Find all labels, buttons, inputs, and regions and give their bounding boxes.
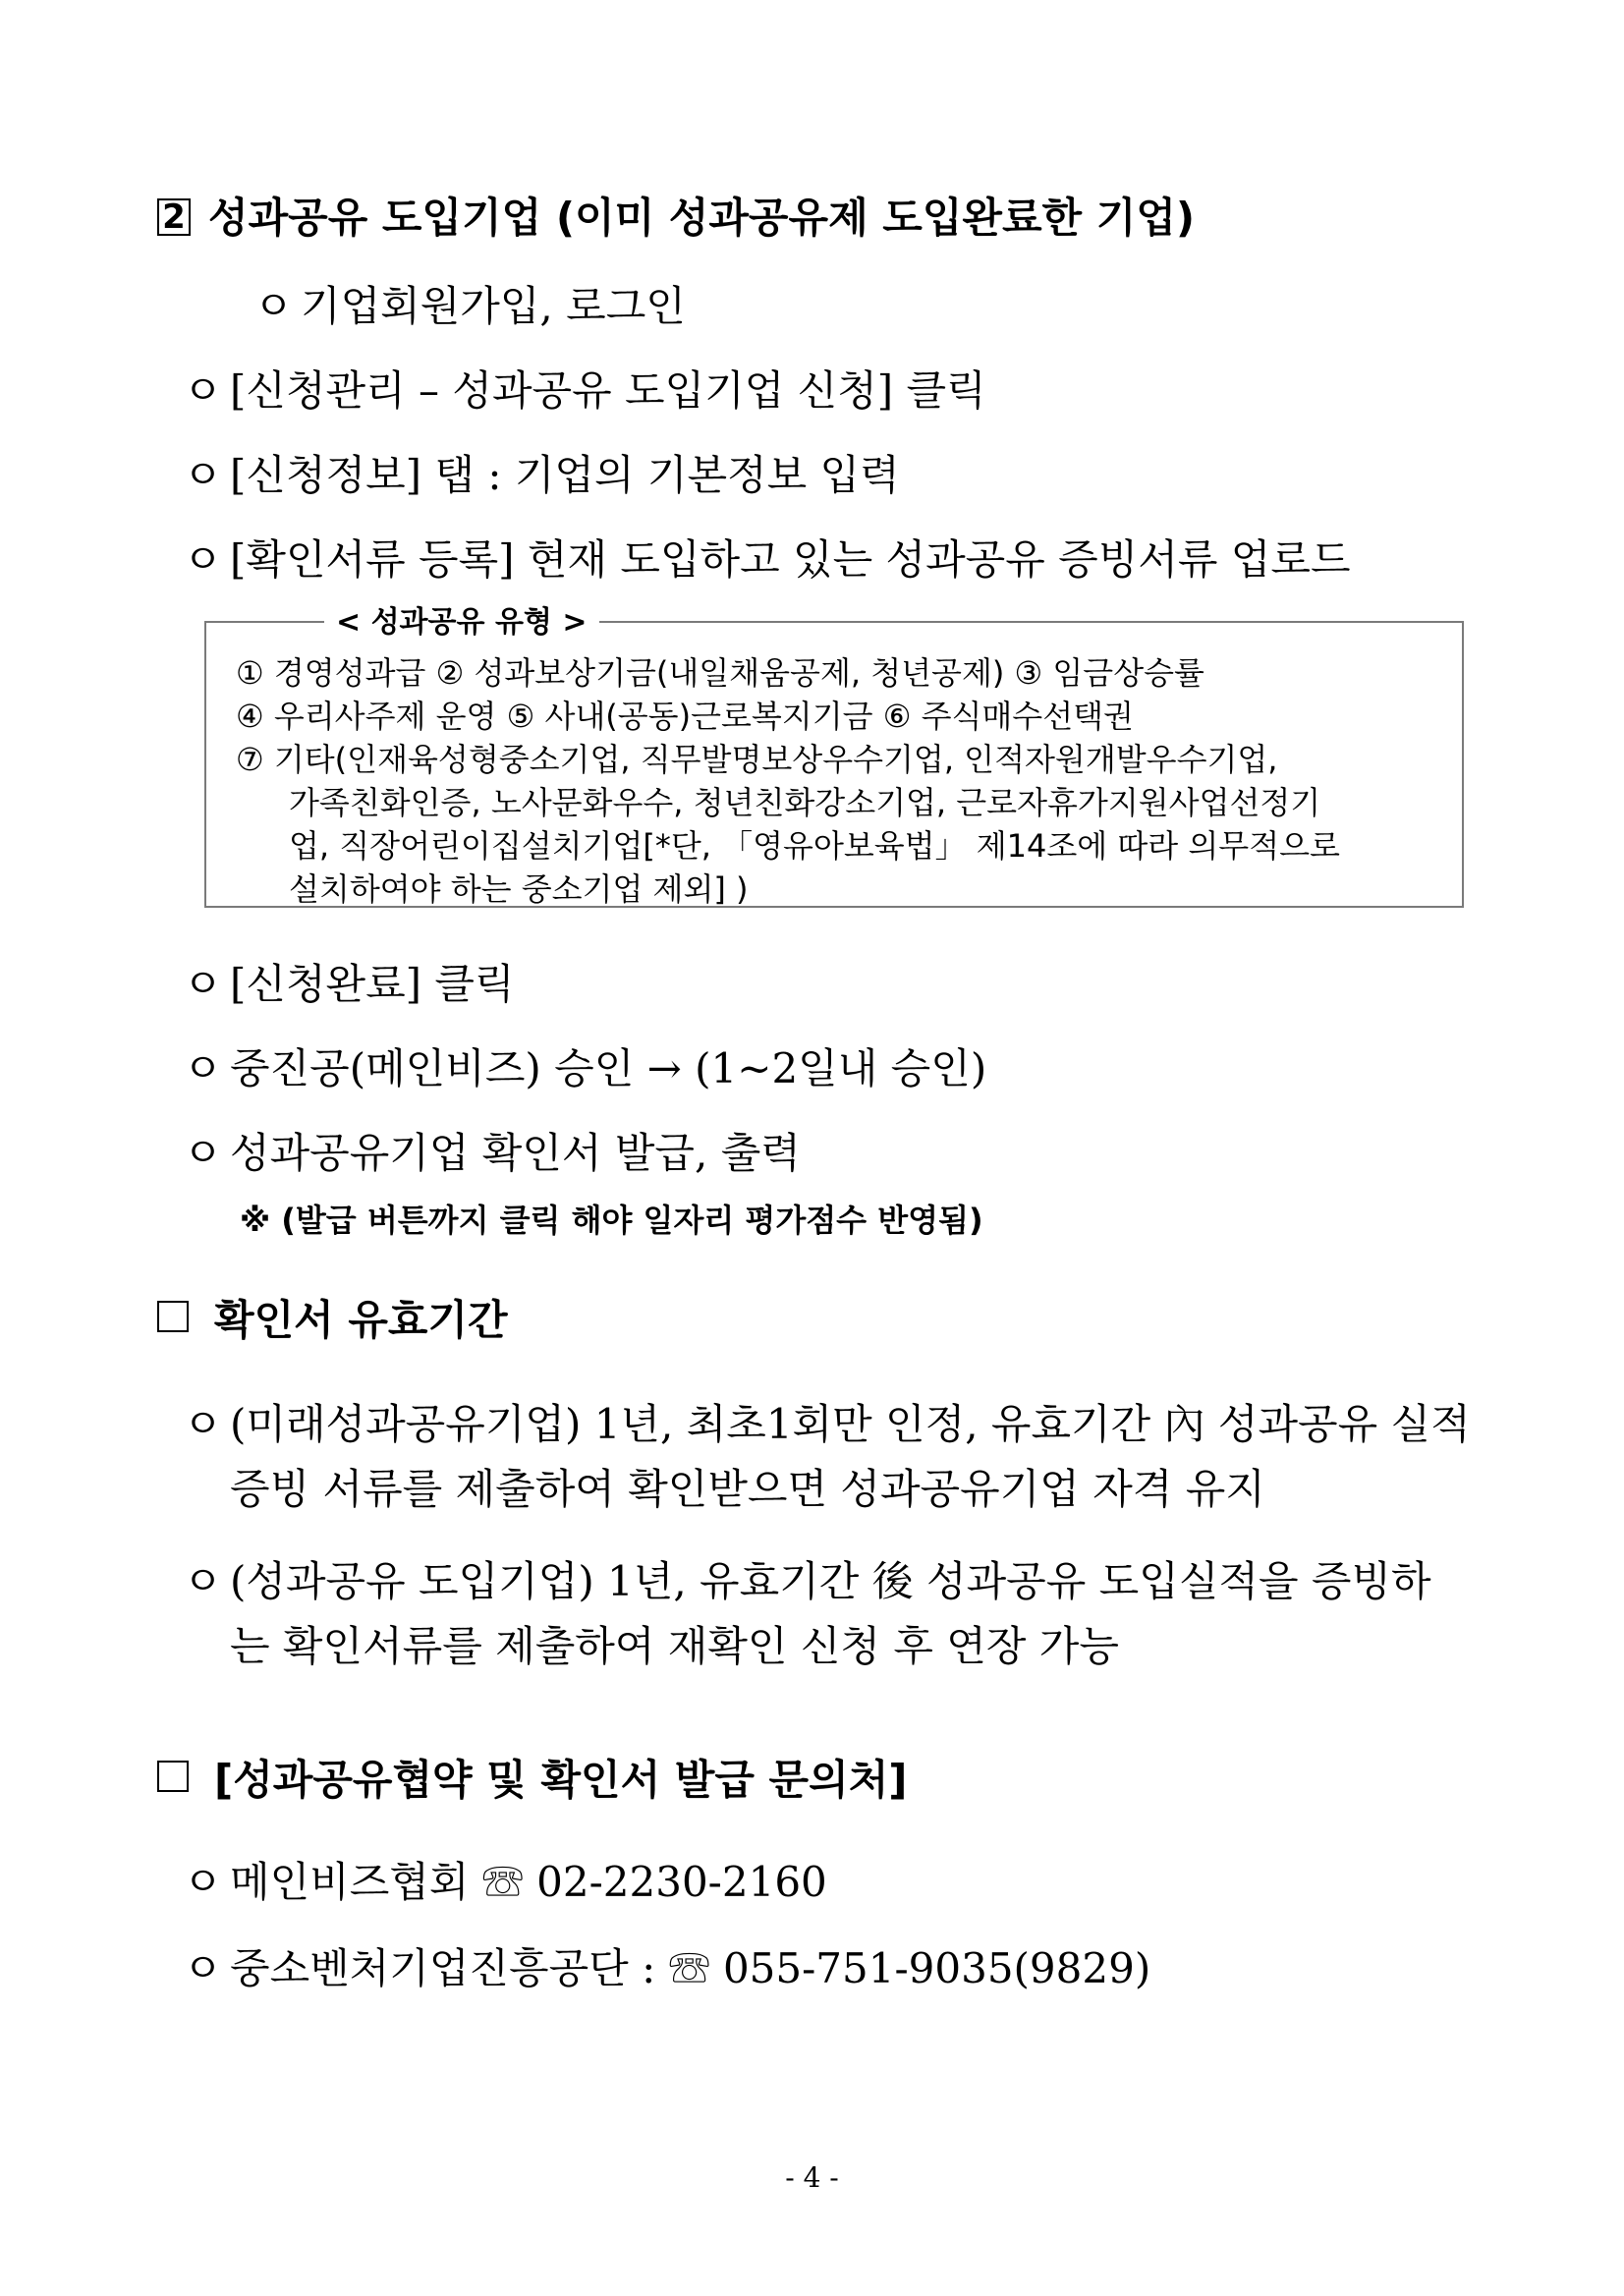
contact-phone: 055-751-9035(9829): [709, 1944, 1151, 1992]
list-item: ㅇ [확인서류 등록] 현재 도입하고 있는 성과공유 증빙서류 업로드: [183, 535, 1351, 584]
list-item: ㅇ 기업회원가입, 로그인: [253, 282, 686, 330]
bullet-icon: ㅇ: [183, 366, 223, 415]
contact-item: [183, 1943, 1150, 1994]
bullet-icon: ㅇ: [183, 535, 223, 584]
bullet-icon: ㅇ: [183, 451, 223, 499]
contact-title: [성과공유협약 및 확인서 발급 문의처]: [214, 1756, 908, 1804]
bullet-icon: ㅇ: [183, 1044, 223, 1092]
types-line: 가족친화인증, 노사문화우수, 청년친화강소기업, 근로자휴가지원사업선정기: [289, 784, 1321, 821]
list-item: ㅇ (성과공유 도입기업) 1년, 유효기간 後 성과공유 도입실적을 증빙하: [183, 1557, 1431, 1605]
list-item-continuation: 증빙 서류를 제출하여 확인받으면 성과공유기업 자격 유지: [230, 1465, 1265, 1513]
types-line: ⑦ 기타(인재육성형중소기업, 직무발명보상우수기업, 인적자원개발우수기업,: [236, 741, 1278, 778]
phone-icon: ☏: [481, 1858, 524, 1906]
bullet-icon: ㅇ: [183, 1944, 223, 1992]
square-bullet-icon: [157, 1301, 189, 1332]
bullet-icon: ㅇ: [183, 1858, 223, 1906]
section2-title: 성과공유 도입기업 (이미 성과공유제 도입완료한 기업): [208, 194, 1196, 242]
types-box-title: < 성과공유 유형 >: [324, 605, 599, 641]
list-item: ㅇ [신청관리 – 성과공유 도입기업 신청] 클릭: [183, 366, 986, 415]
contact-heading: [157, 1755, 907, 1806]
bullet-icon: ㅇ: [253, 282, 294, 330]
contact-label: 중소벤처기업진흥공단 :: [230, 1944, 669, 1992]
list-item: ㅇ 성과공유기업 확인서 발급, 출력: [183, 1129, 801, 1177]
bullet-icon: ㅇ: [183, 960, 223, 1008]
square-bullet-icon: [157, 1761, 189, 1792]
bullet-icon: ㅇ: [183, 1129, 223, 1177]
list-item-continuation: 는 확인서류를 제출하여 재확인 신청 후 연장 가능: [230, 1622, 1119, 1670]
types-line: ④ 우리사주제 운영 ⑤ 사내(공동)근로복지기금 ⑥ 주식매수선택권: [236, 698, 1134, 735]
types-line: ① 경영성과급 ② 성과보상기금(내일채움공제, 청년공제) ③ 임금상승률: [236, 654, 1204, 692]
bullet-icon: ㅇ: [183, 1557, 223, 1605]
list-item: ㅇ [신청완료] 클릭: [183, 960, 515, 1008]
types-line: 설치하여야 하는 중소기업 제외] ): [289, 870, 749, 908]
types-line: 업, 직장어린이집설치기업[*단, 「영유아보육법」 제14조에 따라 의무적으로: [289, 827, 1340, 865]
validity-title: 확인서 유효기간: [214, 1296, 508, 1344]
section-number-box: 2: [157, 198, 191, 236]
section2-heading: [157, 193, 1195, 244]
list-item: ㅇ [신청정보] 탭 : 기업의 기본정보 입력: [183, 451, 900, 499]
list-item: ㅇ 중진공(메인비즈) 승인 → (1~2일내 승인): [183, 1044, 987, 1092]
contact-phone: 02-2230-2160: [523, 1858, 827, 1906]
bullet-icon: ㅇ: [183, 1400, 223, 1448]
page-number: - 4 -: [785, 2161, 839, 2194]
phone-icon: ☏: [668, 1944, 710, 1992]
contact-item: [183, 1857, 827, 1908]
validity-heading: [157, 1295, 508, 1346]
contact-label: 메인비즈협회: [230, 1858, 482, 1906]
note-text: ※ (발급 버튼까지 클릭 해야 일자리 평가점수 반영됨): [240, 1202, 983, 1239]
list-item: ㅇ (미래성과공유기업) 1년, 최초1회만 인정, 유효기간 內 성과공유 실적: [183, 1400, 1471, 1448]
